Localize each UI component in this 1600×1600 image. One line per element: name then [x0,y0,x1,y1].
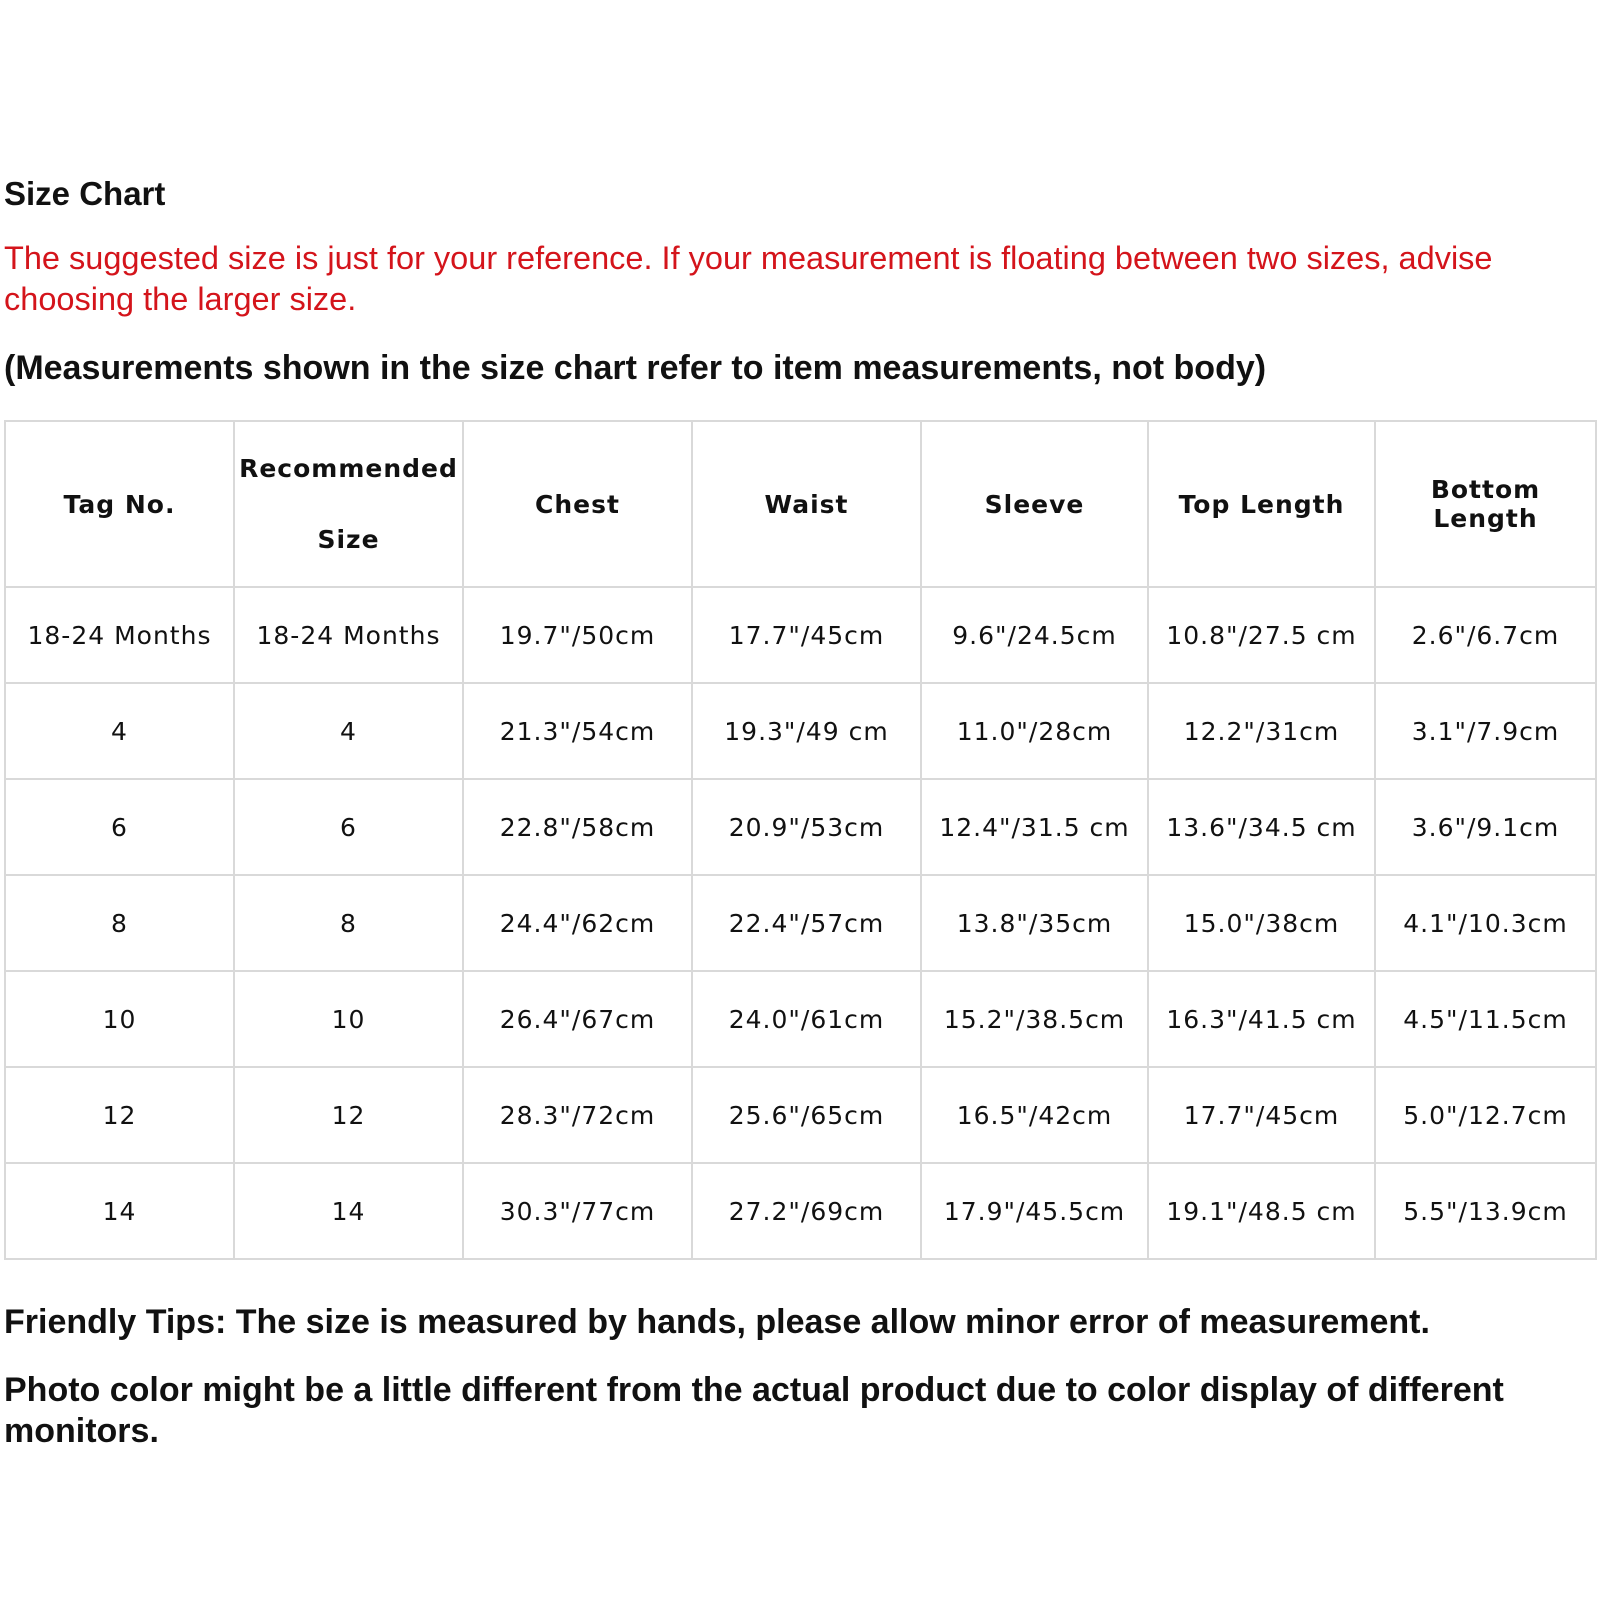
header-recommended-line1: Recommended [239,454,458,483]
measurement-note: (Measurements shown in the size chart refer to item measurements, not body) [4,349,1267,387]
cell-recommended-size: 8 [234,875,463,971]
cell-tag-no: 10 [5,971,234,1067]
cell-waist: 24.0"/61cm [692,971,921,1067]
cell-chest: 19.7"/50cm [463,587,692,683]
cell-bottom-length: 4.1"/10.3cm [1375,875,1596,971]
cell-sleeve: 15.2"/38.5cm [921,971,1148,1067]
header-tag-no: Tag No. [5,421,234,587]
page-title: Size Chart [4,175,166,212]
cell-sleeve: 12.4"/31.5 cm [921,779,1148,875]
cell-chest: 30.3"/77cm [463,1163,692,1259]
header-waist: Waist [692,421,921,587]
cell-waist: 25.6"/65cm [692,1067,921,1163]
cell-chest: 28.3"/72cm [463,1067,692,1163]
friendly-tips: Friendly Tips: The size is measured by hands, please allow minor error of measurement. [4,1303,1430,1341]
cell-bottom-length: 3.6"/9.1cm [1375,779,1596,875]
cell-sleeve: 9.6"/24.5cm [921,587,1148,683]
table-row [5,587,1596,683]
table-row [5,1163,1596,1259]
cell-waist: 22.4"/57cm [692,875,921,971]
cell-bottom-length: 5.0"/12.7cm [1375,1067,1596,1163]
cell-recommended-size: 6 [234,779,463,875]
cell-sleeve: 13.8"/35cm [921,875,1148,971]
cell-bottom-length: 4.5"/11.5cm [1375,971,1596,1067]
cell-recommended-size: 14 [234,1163,463,1259]
header-sleeve: Sleeve [921,421,1148,587]
cell-top-length: 16.3"/41.5 cm [1148,971,1375,1067]
cell-bottom-length: 5.5"/13.9cm [1375,1163,1596,1259]
cell-top-length: 13.6"/34.5 cm [1148,779,1375,875]
cell-tag-no: 8 [5,875,234,971]
cell-bottom-length: 3.1"/7.9cm [1375,683,1596,779]
cell-waist: 17.7"/45cm [692,587,921,683]
photo-color-note: Photo color might be a little different from the actual product due to color display of different monitors. [4,1371,1504,1450]
header-top-length: Top Length [1148,421,1375,587]
table-row [5,779,1596,875]
cell-bottom-length: 2.6"/6.7cm [1375,587,1596,683]
header-line-gap [235,483,462,525]
cell-top-length: 17.7"/45cm [1148,1067,1375,1163]
cell-top-length: 19.1"/48.5 cm [1148,1163,1375,1259]
header-recommended-size [234,421,463,587]
cell-chest: 26.4"/67cm [463,971,692,1067]
cell-recommended-size: 18-24 Months [234,587,463,683]
cell-waist: 27.2"/69cm [692,1163,921,1259]
size-reference-notice: The suggested size is just for your reference. If your measurement is floating between two sizes, advise choosing the larger size. [4,240,1493,317]
cell-waist: 20.9"/53cm [692,779,921,875]
cell-sleeve: 16.5"/42cm [921,1067,1148,1163]
cell-tag-no: 18-24 Months [5,587,234,683]
cell-tag-no: 14 [5,1163,234,1259]
cell-chest: 21.3"/54cm [463,683,692,779]
cell-sleeve: 11.0"/28cm [921,683,1148,779]
cell-chest: 22.8"/58cm [463,779,692,875]
cell-tag-no: 6 [5,779,234,875]
cell-top-length: 15.0"/38cm [1148,875,1375,971]
cell-sleeve: 17.9"/45.5cm [921,1163,1148,1259]
header-chest: Chest [463,421,692,587]
size-chart-table [4,420,1597,1260]
header-recommended-line2: Size [317,525,380,554]
cell-waist: 19.3"/49 cm [692,683,921,779]
cell-chest: 24.4"/62cm [463,875,692,971]
table-header-row [5,421,1596,587]
cell-tag-no: 4 [5,683,234,779]
table-row [5,875,1596,971]
cell-recommended-size: 12 [234,1067,463,1163]
cell-recommended-size: 10 [234,971,463,1067]
cell-top-length: 10.8"/27.5 cm [1148,587,1375,683]
table-row [5,1067,1596,1163]
header-bottom-length: Bottom Length [1375,421,1596,587]
table-row [5,683,1596,779]
table-row [5,971,1596,1067]
cell-tag-no: 12 [5,1067,234,1163]
cell-top-length: 12.2"/31cm [1148,683,1375,779]
cell-recommended-size: 4 [234,683,463,779]
